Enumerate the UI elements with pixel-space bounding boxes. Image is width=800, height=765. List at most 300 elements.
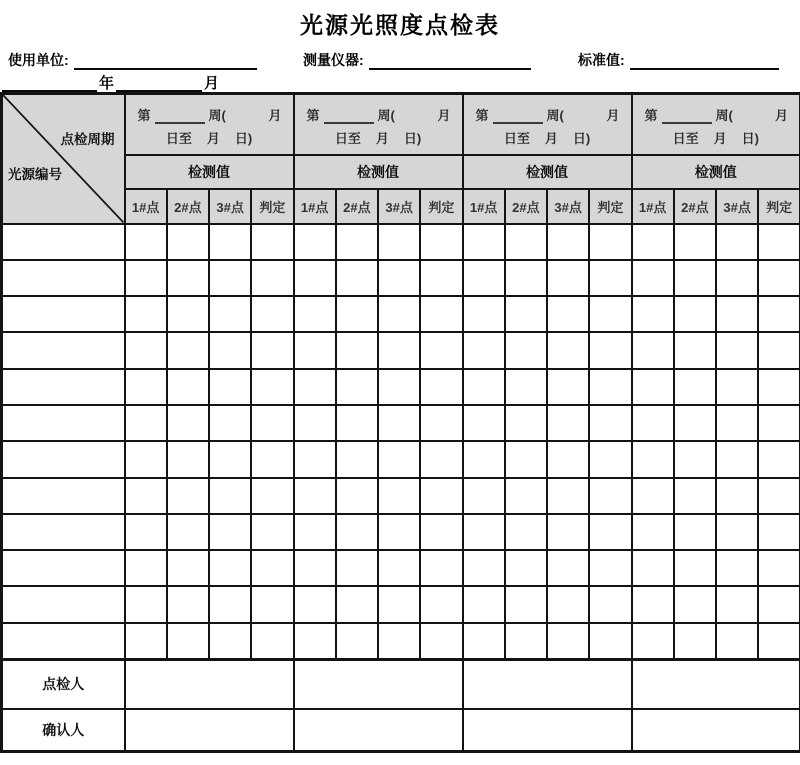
measurement-cell xyxy=(125,514,167,550)
measurement-cell xyxy=(167,623,209,659)
measurement-cell xyxy=(505,441,547,477)
measurement-cell xyxy=(378,405,420,441)
week-header-row xyxy=(2,94,800,155)
measurement-cell xyxy=(125,550,167,586)
measurement-cell xyxy=(716,478,758,514)
measurement-cell xyxy=(336,260,378,296)
measurement-cell xyxy=(420,441,462,477)
measurement-cell xyxy=(420,550,462,586)
measurement-cell xyxy=(167,405,209,441)
source-id-cell xyxy=(2,369,125,405)
measurement-cell xyxy=(251,514,293,550)
week-month2: 月 xyxy=(206,131,220,146)
measurement-cell xyxy=(589,405,631,441)
measurement-cell xyxy=(632,296,674,332)
measurement-cell xyxy=(125,405,167,441)
col-header-point3: 3#点 xyxy=(547,189,589,224)
col-header-point2: 2#点 xyxy=(167,189,209,224)
measurement-cell xyxy=(378,332,420,368)
week-month1: 月 xyxy=(268,108,282,123)
measurement-cell xyxy=(294,405,336,441)
inspector-label: 点检人 xyxy=(2,659,125,709)
inspector-sign-cell xyxy=(125,659,294,709)
measurement-cell xyxy=(632,405,674,441)
measurement-cell xyxy=(251,623,293,659)
standard-value-blank xyxy=(630,55,779,70)
measurement-cell xyxy=(547,296,589,332)
measurement-cell xyxy=(378,550,420,586)
measurement-cell xyxy=(463,623,505,659)
week-prefix: 第 xyxy=(475,108,489,123)
measurement-cell xyxy=(632,514,674,550)
measurement-cell xyxy=(251,296,293,332)
measurement-cell xyxy=(251,224,293,260)
measurement-cell xyxy=(420,478,462,514)
col-header-point3: 3#点 xyxy=(378,189,420,224)
source-id-cell xyxy=(2,550,125,586)
measurement-cell xyxy=(589,224,631,260)
measurement-cell xyxy=(716,514,758,550)
measurement-cell xyxy=(167,478,209,514)
week-suffix: 周( xyxy=(715,108,733,123)
footer-rows xyxy=(2,659,800,751)
measurement-cell xyxy=(589,586,631,622)
measurement-cell xyxy=(209,224,251,260)
measurement-cell xyxy=(716,260,758,296)
col-header-judge: 判定 xyxy=(758,189,800,224)
measurement-cell xyxy=(251,332,293,368)
measurement-cell xyxy=(463,586,505,622)
measurement-cell xyxy=(674,441,716,477)
table-row xyxy=(2,623,800,659)
confirmer-sign-cell xyxy=(463,709,632,751)
measurement-cell xyxy=(589,296,631,332)
field-use-unit xyxy=(8,50,257,70)
measurement-cell xyxy=(632,332,674,368)
measurement-cell xyxy=(294,586,336,622)
instrument-blank xyxy=(369,55,531,70)
measurement-cell xyxy=(167,332,209,368)
measurement-cell xyxy=(378,369,420,405)
source-id-cell xyxy=(2,478,125,514)
instrument-label: 测量仪器: xyxy=(303,52,364,68)
measurement-cell xyxy=(378,260,420,296)
measurement-cell xyxy=(674,514,716,550)
measurement-cell xyxy=(547,332,589,368)
measurement-cell xyxy=(505,514,547,550)
source-id-cell xyxy=(2,441,125,477)
month-blank xyxy=(116,75,202,93)
confirmer-label: 确认人 xyxy=(2,709,125,751)
week-day-to: 日至 xyxy=(672,131,699,146)
measurement-cell xyxy=(547,260,589,296)
measurement-cell xyxy=(505,224,547,260)
measurement-cell xyxy=(378,224,420,260)
measurement-cell xyxy=(251,478,293,514)
measurement-cell xyxy=(547,369,589,405)
measurement-cell xyxy=(294,224,336,260)
col-header-point1: 1#点 xyxy=(632,189,674,224)
measurement-cell xyxy=(547,441,589,477)
inspector-sign-cell xyxy=(463,659,632,709)
measurement-cell xyxy=(125,224,167,260)
table-row xyxy=(2,224,800,260)
measurement-cell xyxy=(209,623,251,659)
measurement-cell xyxy=(505,405,547,441)
measurement-cell xyxy=(463,260,505,296)
measurement-cell xyxy=(378,514,420,550)
body-rows xyxy=(2,224,800,660)
source-id-cell xyxy=(2,405,125,441)
measurement-cell xyxy=(420,332,462,368)
measurement-cell xyxy=(716,623,758,659)
col-header-point2: 2#点 xyxy=(505,189,547,224)
measurement-cell xyxy=(294,296,336,332)
measurement-cell xyxy=(251,405,293,441)
measurement-cell xyxy=(209,514,251,550)
measurement-cell xyxy=(547,405,589,441)
measurement-cell xyxy=(505,623,547,659)
table-row xyxy=(2,332,800,368)
measurement-cell xyxy=(505,260,547,296)
measurement-cell xyxy=(125,623,167,659)
week-prefix: 第 xyxy=(644,108,658,123)
measurement-cell xyxy=(209,550,251,586)
measurement-cell xyxy=(167,369,209,405)
measurement-cell xyxy=(547,550,589,586)
measurement-cell xyxy=(209,441,251,477)
measurement-cell xyxy=(674,332,716,368)
month-label: 月 xyxy=(204,75,220,92)
measurement-cell xyxy=(758,478,800,514)
confirmer-sign-cell xyxy=(294,709,463,751)
measurement-cell xyxy=(251,586,293,622)
col-header-point2: 2#点 xyxy=(336,189,378,224)
measurement-cell xyxy=(167,586,209,622)
week-day-to: 日至 xyxy=(165,131,192,146)
use-unit-blank xyxy=(74,55,257,70)
week-month2: 月 xyxy=(544,131,558,146)
measurement-cell xyxy=(209,369,251,405)
measurement-cell xyxy=(125,441,167,477)
measurement-cell xyxy=(547,478,589,514)
inspector-row xyxy=(2,659,800,709)
use-unit-label: 使用单位: xyxy=(8,52,69,68)
col-header-point3: 3#点 xyxy=(209,189,251,224)
measurement-cell xyxy=(589,623,631,659)
measurement-cell xyxy=(547,224,589,260)
week-month2: 月 xyxy=(375,131,389,146)
measurement-cell xyxy=(589,550,631,586)
week-number-blank xyxy=(155,112,205,124)
week-group-4-header xyxy=(632,94,800,155)
measurement-cell xyxy=(505,332,547,368)
week-month2: 月 xyxy=(713,131,727,146)
measurement-cell xyxy=(336,478,378,514)
measurement-cell xyxy=(378,478,420,514)
measurement-cell xyxy=(125,478,167,514)
measurement-cell xyxy=(294,260,336,296)
measurement-cell xyxy=(167,441,209,477)
measurement-cell xyxy=(505,296,547,332)
measurement-cell xyxy=(716,332,758,368)
week-suffix: 周( xyxy=(546,108,564,123)
measurement-cell xyxy=(505,586,547,622)
week-suffix: 周( xyxy=(208,108,226,123)
measurement-cell xyxy=(463,441,505,477)
measurement-cell xyxy=(716,586,758,622)
table-row xyxy=(2,405,800,441)
measurement-cell xyxy=(294,514,336,550)
measurement-cell xyxy=(632,550,674,586)
measurement-cell xyxy=(505,478,547,514)
col-header-judge: 判定 xyxy=(589,189,631,224)
measurement-cell xyxy=(378,296,420,332)
measurement-cell xyxy=(589,441,631,477)
week-month1: 月 xyxy=(437,108,451,123)
table-row xyxy=(2,260,800,296)
measurement-cell xyxy=(420,260,462,296)
measurement-cell xyxy=(167,514,209,550)
measurement-cell xyxy=(674,405,716,441)
measurement-cell xyxy=(125,586,167,622)
detection-label: 检测值 xyxy=(294,155,463,189)
week-day-to: 日至 xyxy=(503,131,530,146)
col-header-point1: 1#点 xyxy=(294,189,336,224)
measurement-cell xyxy=(420,296,462,332)
measurement-cell xyxy=(758,332,800,368)
header-rows xyxy=(2,94,800,224)
standard-value-label: 标准值: xyxy=(578,52,625,68)
measurement-cell xyxy=(674,369,716,405)
measurement-cell xyxy=(125,296,167,332)
measurement-cell xyxy=(167,550,209,586)
confirmer-row xyxy=(2,709,800,751)
measurement-cell xyxy=(378,586,420,622)
week-group-1-header xyxy=(125,94,294,155)
measurement-cell xyxy=(420,224,462,260)
source-id-cell xyxy=(2,260,125,296)
measurement-cell xyxy=(209,405,251,441)
measurement-cell xyxy=(716,296,758,332)
measurement-cell xyxy=(251,550,293,586)
table-row xyxy=(2,478,800,514)
measurement-cell xyxy=(632,441,674,477)
measurement-cell xyxy=(632,224,674,260)
measurement-cell xyxy=(716,550,758,586)
measurement-cell xyxy=(294,441,336,477)
measurement-cell xyxy=(125,369,167,405)
table-row xyxy=(2,586,800,622)
measurement-cell xyxy=(632,260,674,296)
measurement-cell xyxy=(251,441,293,477)
measurement-cell xyxy=(463,550,505,586)
measurement-cell xyxy=(758,260,800,296)
col-header-point1: 1#点 xyxy=(125,189,167,224)
week-group-2-header xyxy=(294,94,463,155)
detection-label: 检测值 xyxy=(463,155,632,189)
week-number-blank xyxy=(662,112,712,124)
measurement-cell xyxy=(420,369,462,405)
measurement-cell xyxy=(294,332,336,368)
source-id-cell xyxy=(2,296,125,332)
measurement-cell xyxy=(336,586,378,622)
corner-label-period: 点检周期 xyxy=(60,132,115,147)
col-header-judge: 判定 xyxy=(420,189,462,224)
corner-cell xyxy=(2,94,125,224)
measurement-cell xyxy=(420,514,462,550)
measurement-cell xyxy=(632,369,674,405)
measurement-cell xyxy=(167,296,209,332)
measurement-cell xyxy=(209,296,251,332)
week-prefix: 第 xyxy=(306,108,320,123)
measurement-cell xyxy=(632,623,674,659)
week-number-blank xyxy=(324,112,374,124)
measurement-cell xyxy=(674,586,716,622)
measurement-cell xyxy=(167,224,209,260)
measurement-cell xyxy=(294,369,336,405)
measurement-cell xyxy=(125,332,167,368)
measurement-cell xyxy=(336,550,378,586)
measurement-cell xyxy=(463,369,505,405)
week-day-end: 日) xyxy=(234,131,253,146)
table-row xyxy=(2,514,800,550)
measurement-cell xyxy=(632,586,674,622)
measurement-cell xyxy=(758,550,800,586)
measurement-cell xyxy=(336,623,378,659)
measurement-cell xyxy=(674,224,716,260)
measurement-cell xyxy=(547,514,589,550)
measurement-cell xyxy=(420,623,462,659)
week-suffix: 周( xyxy=(377,108,395,123)
detection-label: 检测值 xyxy=(125,155,294,189)
table-row xyxy=(2,296,800,332)
measurement-cell xyxy=(378,441,420,477)
measurement-cell xyxy=(589,514,631,550)
measurement-cell xyxy=(758,514,800,550)
measurement-cell xyxy=(674,623,716,659)
corner-label-source-id: 光源编号 xyxy=(8,166,62,182)
year-label: 年 xyxy=(99,75,115,92)
source-id-cell xyxy=(2,623,125,659)
measurement-cell xyxy=(336,405,378,441)
measurement-cell xyxy=(251,260,293,296)
col-header-point3: 3#点 xyxy=(716,189,758,224)
measurement-cell xyxy=(589,478,631,514)
measurement-cell xyxy=(589,260,631,296)
week-group-3-header xyxy=(463,94,632,155)
measurement-cell xyxy=(336,224,378,260)
measurement-cell xyxy=(209,586,251,622)
col-header-judge: 判定 xyxy=(251,189,293,224)
measurement-cell xyxy=(547,623,589,659)
confirmer-sign-cell xyxy=(125,709,294,751)
week-number-blank xyxy=(493,112,543,124)
measurement-cell xyxy=(336,332,378,368)
measurement-cell xyxy=(674,478,716,514)
measurement-cell xyxy=(294,478,336,514)
measurement-cell xyxy=(378,623,420,659)
measurement-cell xyxy=(758,369,800,405)
field-instrument xyxy=(303,50,531,70)
measurement-cell xyxy=(294,623,336,659)
week-prefix: 第 xyxy=(137,108,151,123)
week-month1: 月 xyxy=(606,108,620,123)
source-id-cell xyxy=(2,586,125,622)
diagonal-line xyxy=(3,95,124,223)
measurement-cell xyxy=(758,586,800,622)
measurement-cell xyxy=(167,260,209,296)
measurement-cell xyxy=(294,550,336,586)
measurement-cell xyxy=(420,586,462,622)
measurement-cell xyxy=(674,550,716,586)
measurement-cell xyxy=(125,260,167,296)
measurement-cell xyxy=(209,478,251,514)
year-blank xyxy=(2,75,97,93)
page-title: 光源光照度点检表 xyxy=(300,12,500,38)
inspector-sign-cell xyxy=(294,659,463,709)
measurement-cell xyxy=(463,405,505,441)
measurement-cell xyxy=(758,623,800,659)
col-header-point1: 1#点 xyxy=(463,189,505,224)
measurement-cell xyxy=(758,296,800,332)
measurement-cell xyxy=(632,478,674,514)
measurement-cell xyxy=(463,478,505,514)
measurement-cell xyxy=(420,405,462,441)
measurement-cell xyxy=(758,405,800,441)
measurement-cell xyxy=(463,224,505,260)
measurement-cell xyxy=(758,441,800,477)
checksheet-table xyxy=(0,92,800,753)
measurement-cell xyxy=(758,224,800,260)
measurement-cell xyxy=(589,332,631,368)
field-standard-value xyxy=(578,50,779,70)
measurement-cell xyxy=(463,332,505,368)
week-day-end: 日) xyxy=(403,131,422,146)
measurement-cell xyxy=(209,332,251,368)
source-id-cell xyxy=(2,224,125,260)
measurement-cell xyxy=(336,369,378,405)
measurement-cell xyxy=(716,441,758,477)
measurement-cell xyxy=(547,586,589,622)
measurement-cell xyxy=(336,296,378,332)
year-month-line xyxy=(2,72,221,93)
week-day-end: 日) xyxy=(741,131,759,146)
week-day-end: 日) xyxy=(572,131,591,146)
col-header-point2: 2#点 xyxy=(674,189,716,224)
measurement-cell xyxy=(589,369,631,405)
week-month1: 月 xyxy=(774,108,788,123)
measurement-cell xyxy=(716,405,758,441)
measurement-cell xyxy=(251,369,293,405)
table-row xyxy=(2,369,800,405)
measurement-cell xyxy=(336,514,378,550)
confirmer-sign-cell xyxy=(632,709,800,751)
measurement-cell xyxy=(716,224,758,260)
detection-label: 检测值 xyxy=(632,155,800,189)
week-day-to: 日至 xyxy=(334,131,361,146)
source-id-cell xyxy=(2,332,125,368)
inspector-sign-cell xyxy=(632,659,800,709)
measurement-cell xyxy=(674,260,716,296)
table-row xyxy=(2,550,800,586)
measurement-cell xyxy=(716,369,758,405)
header-fields xyxy=(0,50,800,74)
table-row xyxy=(2,441,800,477)
measurement-cell xyxy=(674,296,716,332)
measurement-cell xyxy=(505,369,547,405)
measurement-cell xyxy=(209,260,251,296)
